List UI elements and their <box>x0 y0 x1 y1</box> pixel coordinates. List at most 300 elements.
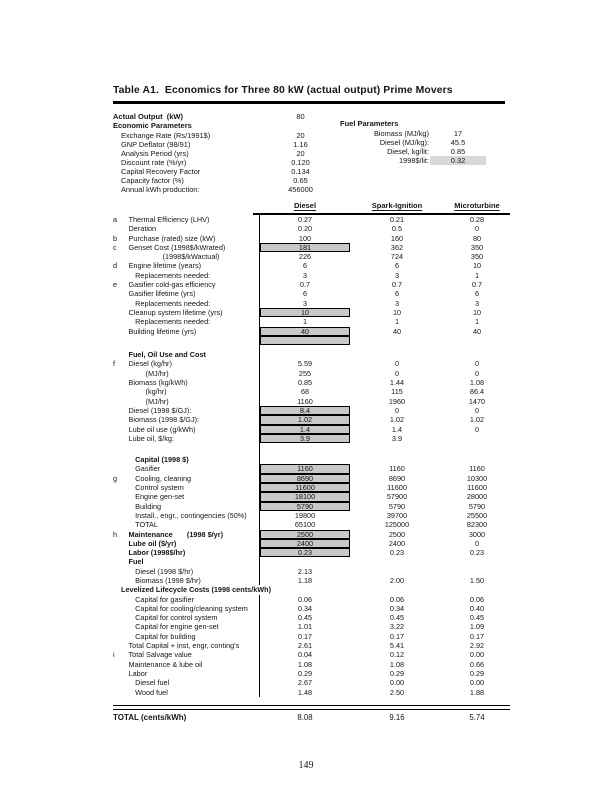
table-row <box>113 595 510 604</box>
parameter-value: 0.65 <box>293 175 308 185</box>
cell-spark-ignition <box>351 585 445 594</box>
cell-microturbine: 10300 <box>466 473 488 483</box>
row-values <box>259 483 510 492</box>
table-row <box>113 464 510 473</box>
row-values <box>259 688 510 697</box>
row-values <box>259 604 510 613</box>
row-letter <box>113 464 120 473</box>
cell-diesel: 11600 <box>260 483 350 492</box>
row-label: Biomass (kg/kWh) <box>128 378 188 388</box>
table-row <box>113 387 510 396</box>
row-letter <box>113 271 120 280</box>
row-letter <box>113 632 120 641</box>
cell-microturbine: 0.28 <box>469 215 485 224</box>
table-row <box>113 336 510 345</box>
cell-spark-ignition: 0.45 <box>389 613 405 623</box>
row-values <box>259 406 510 415</box>
row-letter <box>113 557 121 566</box>
cell-spark-ignition: 362 <box>390 242 404 252</box>
table-row <box>113 261 510 270</box>
row-label: Capital for cooling/cleaning system <box>135 603 248 613</box>
row-values <box>259 271 510 280</box>
row-label: (1998$/kWactual) <box>162 252 220 262</box>
cell-microturbine: 350 <box>470 252 484 262</box>
cell-spark-ignition: 2500 <box>388 529 406 539</box>
row-letter <box>113 224 121 233</box>
row-letter: e <box>113 280 118 290</box>
cell-microturbine: 1.88 <box>469 687 485 697</box>
row-values <box>259 234 510 243</box>
cell-diesel: 0.27 <box>297 215 313 224</box>
table-row <box>113 539 510 548</box>
cell-microturbine <box>445 585 511 594</box>
cell-spark-ignition: 0.17 <box>389 631 405 641</box>
row-label: Capital for building <box>135 631 196 641</box>
parameter-label: Capacity factor (%) <box>121 175 184 185</box>
table-row <box>113 622 510 631</box>
cell-microturbine: 0 <box>474 224 480 234</box>
table-row <box>113 678 510 687</box>
cell-diesel <box>261 585 351 594</box>
row-letter <box>113 511 120 520</box>
table-row <box>113 215 510 224</box>
cell-microturbine: 1.50 <box>469 575 485 585</box>
cell-microturbine: 1.08 <box>469 378 485 388</box>
row-label: Building lifetime (yrs) <box>128 326 197 336</box>
cell-diesel: 0.06 <box>297 594 313 604</box>
cell-microturbine <box>444 443 510 455</box>
cell-diesel: 0.04 <box>297 650 313 660</box>
cell-diesel: 1.02 <box>260 415 350 424</box>
cell-diesel: 3 <box>302 270 308 280</box>
table-row <box>113 280 510 289</box>
row-letter <box>113 595 120 604</box>
row-label: Cooling, cleaning <box>135 473 192 483</box>
row-letter <box>113 336 121 345</box>
table-row <box>113 271 510 280</box>
cell-spark-ignition: 2400 <box>388 538 406 548</box>
actual-output-label: Actual Output (kW) <box>113 112 183 121</box>
parameter-label: Capital Recovery Factor <box>121 166 201 176</box>
table-row <box>113 576 510 585</box>
row-letter <box>113 434 121 443</box>
row-values <box>259 660 510 669</box>
row-label: Labor <box>128 668 148 678</box>
cell-spark-ignition <box>350 455 444 464</box>
row-label: Capital for engine gen-set <box>135 622 219 632</box>
cell-spark-ignition: 3.9 <box>391 433 403 443</box>
grand-total-label: TOTAL (cents/kWh) <box>113 713 187 722</box>
cell-spark-ignition: 0.00 <box>389 678 405 688</box>
cell-microturbine <box>444 336 510 345</box>
row-label: Lube oil ($/yr) <box>128 538 177 548</box>
row-values <box>259 308 510 317</box>
row-letter <box>113 425 121 434</box>
column-header-diesel: Diesel <box>293 201 317 210</box>
row-label: Fuel, Oil Use and Cost <box>128 350 206 360</box>
cell-diesel <box>260 443 350 455</box>
cell-microturbine <box>444 557 510 566</box>
cell-diesel: 0.45 <box>297 613 313 623</box>
row-label: Replacements needed: <box>135 317 211 327</box>
row-label: Control system <box>135 483 184 493</box>
row-letter: f <box>113 359 116 369</box>
cell-microturbine: 1.02 <box>469 415 485 425</box>
row-letter: c <box>113 242 117 252</box>
row-letter <box>113 455 120 464</box>
cell-spark-ignition: 3 <box>394 298 400 308</box>
cell-microturbine: 0.00 <box>469 650 485 660</box>
parameter-value: 20 <box>296 148 305 158</box>
row-label: Capital (1998 $) <box>135 455 189 465</box>
cell-microturbine: 86.4 <box>469 387 485 397</box>
row-label: Diesel (1998 $/hr) <box>135 566 194 576</box>
cell-spark-ignition: 0.12 <box>389 650 405 660</box>
cell-microturbine: 0.7 <box>471 280 483 290</box>
table-row <box>113 650 510 659</box>
parameter-row <box>121 158 351 167</box>
row-values <box>259 252 510 261</box>
cell-spark-ignition: 5.41 <box>389 641 405 651</box>
cell-spark-ignition: 0.21 <box>389 215 405 224</box>
table-row <box>113 224 510 233</box>
parameter-value: 20 <box>296 130 305 140</box>
table-row <box>113 520 510 529</box>
cell-microturbine: 5790 <box>468 501 486 511</box>
total-divider-double-rule <box>113 705 510 710</box>
cell-microturbine: 0.66 <box>469 659 485 669</box>
row-letter <box>113 613 120 622</box>
cell-diesel: 1.08 <box>297 659 313 669</box>
cell-microturbine: 1 <box>474 317 480 327</box>
cell-diesel: 65100 <box>294 520 316 530</box>
cell-diesel: 2400 <box>260 539 350 548</box>
table-row <box>113 632 510 641</box>
row-letter <box>113 317 120 326</box>
cell-diesel: 1.48 <box>297 687 313 697</box>
cell-diesel: 6 <box>302 289 308 299</box>
cell-diesel: 3.9 <box>260 434 350 443</box>
row-values <box>259 678 510 687</box>
row-values <box>259 530 510 539</box>
table-row <box>113 455 510 464</box>
cell-microturbine: 40 <box>472 326 482 336</box>
row-values <box>259 317 510 326</box>
row-letter <box>113 406 121 415</box>
row-values <box>259 520 510 529</box>
cell-spark-ignition: 11600 <box>387 483 407 493</box>
cell-diesel: 2.67 <box>297 678 313 688</box>
cell-spark-ignition: 39700 <box>386 510 408 520</box>
row-label: Deration <box>128 224 157 234</box>
row-letter <box>113 327 121 336</box>
row-values <box>259 327 510 336</box>
table-row <box>113 548 510 557</box>
row-values <box>259 464 510 473</box>
cell-spark-ignition: 0 <box>394 368 400 378</box>
cell-microturbine: 25500 <box>466 510 488 520</box>
parameter-row <box>121 176 351 185</box>
row-letter: g <box>113 473 118 483</box>
cell-microturbine: 0.06 <box>469 594 485 604</box>
table-row <box>113 669 510 678</box>
row-letter <box>113 308 121 317</box>
row-label: Building <box>135 501 162 511</box>
cell-spark-ignition: 10 <box>392 307 402 317</box>
row-label: Gasifier lifetime (yrs) <box>128 289 196 299</box>
grand-total-diesel: 8.08 <box>297 713 313 722</box>
parameter-label: GNP Deflator (98/91) <box>121 139 191 149</box>
cell-diesel: 8690 <box>260 474 350 483</box>
cell-microturbine: 0.40 <box>469 603 485 613</box>
cell-diesel: 1160 <box>297 396 313 406</box>
cell-diesel: 40 <box>260 327 350 336</box>
cell-spark-ignition: 0.34 <box>389 603 405 613</box>
row-letter: a <box>113 215 118 224</box>
row-letter <box>113 641 121 650</box>
row-letter <box>113 576 120 585</box>
grand-total-spark-ignition: 9.16 <box>389 713 405 722</box>
table-row <box>113 660 510 669</box>
fuel-parameter-label: Diesel (MJ/kg): <box>379 137 429 147</box>
column-header-spark-ignition: Spark-Ignition <box>371 201 423 210</box>
grand-total-microturbine: 5.74 <box>469 713 485 722</box>
cell-diesel: 18100 <box>260 492 350 501</box>
row-letter <box>113 378 121 387</box>
table-row <box>113 425 510 434</box>
row-label: Gasifier <box>135 464 161 474</box>
row-label: (MJ/hr) <box>145 396 169 406</box>
table-row <box>113 688 510 697</box>
row-label: Purchase (rated) size (kW) <box>128 233 216 243</box>
cell-spark-ignition <box>350 350 444 359</box>
cell-diesel: 100 <box>298 233 312 243</box>
cell-microturbine <box>444 567 510 576</box>
table-row <box>113 327 510 336</box>
row-values <box>259 622 510 631</box>
row-letter <box>113 678 120 687</box>
cell-spark-ignition <box>350 336 444 345</box>
cell-spark-ignition: 0 <box>394 405 400 415</box>
table-row <box>113 415 510 424</box>
row-label: Lube oil, $/kg: <box>128 433 174 443</box>
table-row <box>113 585 510 594</box>
fuel-parameter-label: Biomass (MJ/kg) <box>373 128 429 138</box>
row-letter: d <box>113 261 118 271</box>
cell-microturbine: 82300 <box>466 520 488 530</box>
parameter-row <box>121 140 351 149</box>
row-label: Replacements needed: <box>135 298 211 308</box>
cell-spark-ignition: 724 <box>390 252 404 262</box>
row-values <box>259 224 510 233</box>
row-letter <box>113 415 121 424</box>
table-row <box>113 443 510 455</box>
row-values <box>259 455 510 464</box>
row-letter <box>113 539 121 548</box>
cell-diesel: 255 <box>298 368 312 378</box>
cell-spark-ignition: 3 <box>394 270 400 280</box>
row-label: Fuel <box>128 557 144 567</box>
row-label: Engine gen-set <box>135 492 185 502</box>
actual-output-value: 80 <box>296 112 305 121</box>
row-values <box>259 280 510 289</box>
row-letter <box>113 548 121 557</box>
cell-diesel: 1 <box>302 317 308 327</box>
cell-microturbine <box>444 434 510 443</box>
cell-spark-ignition: 2.50 <box>389 687 405 697</box>
cell-microturbine: 1160 <box>469 464 485 474</box>
parameter-value: 0.134 <box>291 166 310 176</box>
row-label: TOTAL <box>135 520 158 530</box>
row-label: Diesel (1998 $/GJ): <box>128 405 192 415</box>
cell-diesel <box>260 455 350 464</box>
cell-diesel: 0.7 <box>299 280 311 290</box>
row-values <box>259 243 510 252</box>
table-row <box>113 567 510 576</box>
table-row <box>113 502 510 511</box>
grand-total-row <box>113 713 510 722</box>
row-values <box>259 474 510 483</box>
row-values <box>259 595 510 604</box>
cell-diesel: 3 <box>302 298 308 308</box>
row-label: Capital for gasifier <box>135 594 194 604</box>
cell-microturbine: 28000 <box>466 492 488 502</box>
cell-spark-ignition: 1160 <box>389 464 405 474</box>
fuel-parameter-row <box>337 147 497 156</box>
row-label: (MJ/hr) <box>145 368 169 378</box>
cell-diesel: 181 <box>260 243 350 252</box>
row-values <box>259 557 510 566</box>
column-headers <box>260 201 510 210</box>
row-letter: h <box>113 529 118 539</box>
row-label: Biomass (1998 $/GJ): <box>128 415 200 425</box>
table-title: Table A1. Economics for Three 80 kW (actual output) Prime Movers <box>113 85 505 104</box>
row-values <box>259 539 510 548</box>
cell-microturbine <box>444 350 510 359</box>
economics-table-body <box>113 215 510 697</box>
parameter-label: Exchange Rate (Rs/1991$) <box>121 130 211 140</box>
cell-microturbine <box>444 455 510 464</box>
row-letter <box>113 660 121 669</box>
row-label: Biomass (1998 $/hr) <box>135 575 201 585</box>
row-values <box>259 350 510 359</box>
row-label: Maintenance & lube oil <box>128 659 203 669</box>
row-values <box>259 369 510 378</box>
cell-spark-ignition <box>350 567 444 576</box>
cell-microturbine: 0.17 <box>469 631 485 641</box>
row-letter <box>113 483 120 492</box>
table-row <box>113 252 510 261</box>
row-values <box>259 548 510 557</box>
cell-spark-ignition: 0.5 <box>391 224 403 234</box>
parameter-label: Annual kWh production: <box>121 185 200 195</box>
cell-microturbine: 0.45 <box>469 613 485 623</box>
fuel-parameters-list <box>337 129 497 165</box>
row-label: Wood fuel <box>135 687 168 697</box>
cell-microturbine: 0 <box>474 424 480 434</box>
row-values <box>259 397 510 406</box>
cell-microturbine: 1470 <box>468 396 486 406</box>
cell-diesel: 1.18 <box>297 575 313 585</box>
cell-microturbine: 0.00 <box>469 678 485 688</box>
cell-spark-ignition: 1 <box>394 317 400 327</box>
cell-diesel: 5.59 <box>297 359 313 369</box>
cell-spark-ignition: 125000 <box>384 520 410 530</box>
fuel-parameter-label: 1998$/lit: <box>399 155 429 165</box>
cell-spark-ignition: 6 <box>394 261 400 271</box>
cell-spark-ignition: 0.7 <box>391 280 403 290</box>
row-label: Genset Cost (1998$/kWrated) <box>128 242 226 252</box>
cell-microturbine: 0 <box>474 538 480 548</box>
cell-diesel: 0.20 <box>297 224 313 234</box>
row-values <box>259 336 510 345</box>
table-row <box>113 350 510 359</box>
row-letter <box>113 443 121 455</box>
cell-diesel <box>260 557 350 566</box>
cell-microturbine: 0 <box>474 405 480 415</box>
table-row <box>113 406 510 415</box>
table-row <box>113 289 510 298</box>
row-values <box>259 299 510 308</box>
row-values <box>260 585 511 594</box>
cell-spark-ignition: 115 <box>391 387 403 397</box>
fuel-parameter-row <box>337 156 497 165</box>
fuel-parameter-row <box>337 129 497 138</box>
cell-microturbine: 1 <box>474 270 480 280</box>
fuel-parameter-value: 0.85 <box>450 146 466 156</box>
cell-microturbine: 2.92 <box>469 641 485 651</box>
table-row <box>113 234 510 243</box>
cell-spark-ignition: 8690 <box>388 473 406 483</box>
cell-diesel: 0.34 <box>297 603 313 613</box>
fuel-parameter-value: 45.5 <box>450 137 466 147</box>
row-label: Lube oil use (g/kWh) <box>128 424 196 434</box>
table-row <box>113 492 510 501</box>
table-row <box>113 308 510 317</box>
row-values <box>259 567 510 576</box>
page-number: 149 <box>298 760 314 771</box>
cell-spark-ignition: 5790 <box>388 501 406 511</box>
cell-spark-ignition: 1.08 <box>389 659 405 669</box>
table-row <box>113 378 510 387</box>
parameter-row <box>121 167 351 176</box>
row-label: Install., engr., contingencies (50%) <box>135 510 247 520</box>
row-letter <box>113 299 120 308</box>
row-label: Labor (1998$/hr) <box>128 548 186 558</box>
row-values <box>259 415 510 424</box>
cell-spark-ignition: 1.4 <box>391 424 403 434</box>
fuel-parameters-heading: Fuel Parameters <box>340 119 399 128</box>
cell-microturbine: 6 <box>474 289 480 299</box>
row-label: Diesel fuel <box>135 678 170 688</box>
row-values <box>259 425 510 434</box>
cell-spark-ignition: 0.06 <box>389 594 405 604</box>
table-row <box>113 530 510 539</box>
cell-spark-ignition: 57900 <box>386 492 408 502</box>
row-values <box>259 650 510 659</box>
row-values <box>259 378 510 387</box>
cell-spark-ignition: 6 <box>394 289 400 299</box>
cell-microturbine: 10 <box>472 261 482 271</box>
row-letter <box>113 604 120 613</box>
fuel-parameter-label: Diesel, kg/lit: <box>387 146 429 156</box>
cell-microturbine: 11600 <box>467 483 487 493</box>
row-label: Total Salvage value <box>128 650 192 660</box>
parameter-value: 456000 <box>288 185 313 195</box>
row-label: Thermal Efficiency (LHV) <box>128 215 210 224</box>
parameter-row <box>121 149 351 158</box>
table-row <box>113 604 510 613</box>
